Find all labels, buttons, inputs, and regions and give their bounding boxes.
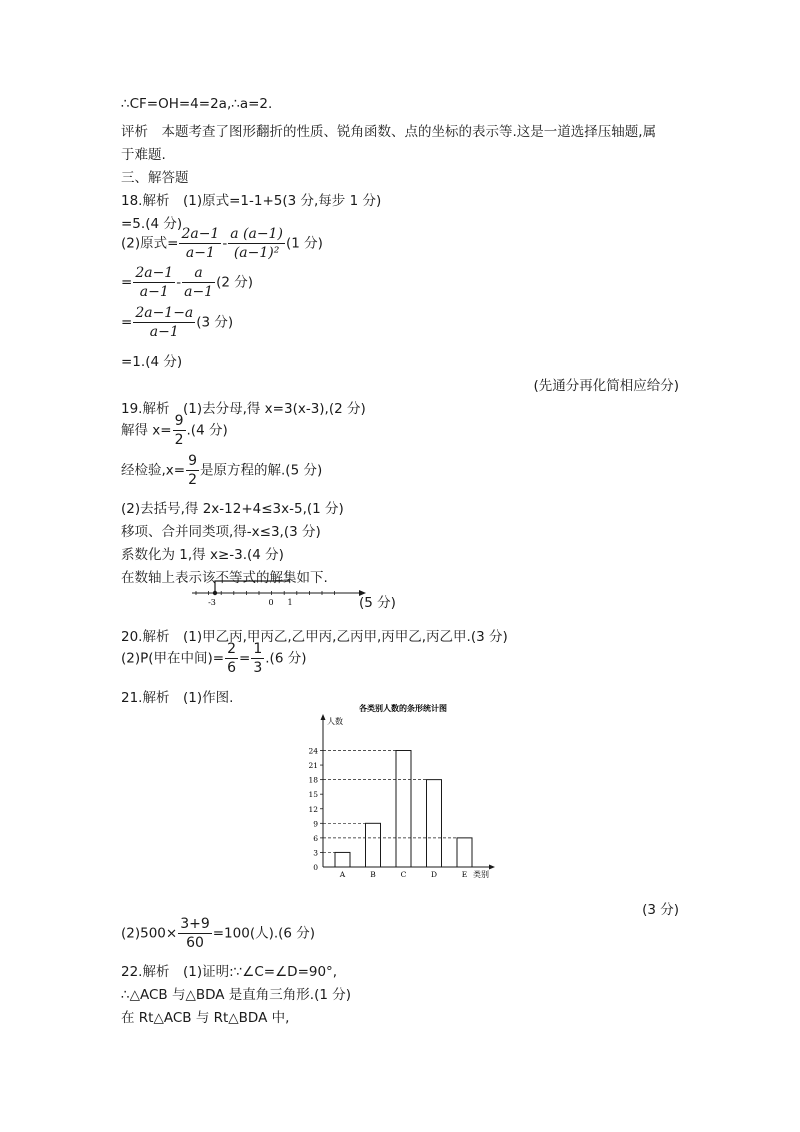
fraction: [173, 412, 186, 449]
text-line: ∴△ACB 与△BDA 是直角三角形.(1 分): [121, 987, 351, 1003]
equation-line: [121, 264, 253, 301]
denominator: a−1: [184, 284, 214, 300]
denominator: 60: [186, 935, 204, 951]
section-heading: 三、解答题: [121, 170, 189, 186]
text: =: [121, 274, 133, 291]
numerator: 2: [227, 641, 237, 657]
text-line: 21.解析 (1)作图.: [121, 690, 234, 706]
number-line-label: 1: [287, 598, 293, 607]
numerator: a (a−1): [230, 226, 283, 242]
y-tick-label: 0: [313, 863, 318, 872]
text-line: 于难题.: [121, 147, 166, 163]
x-tick-label: A: [339, 870, 346, 879]
bar-chart: [303, 700, 503, 880]
bar: [366, 823, 381, 867]
fraction: [251, 640, 264, 677]
text: (2)原式=: [121, 235, 179, 252]
bar: [335, 852, 350, 867]
text-line: 在 Rt△ACB 与 Rt△BDA 中,: [121, 1010, 290, 1026]
text: 经检验,x=: [121, 462, 186, 479]
solid-endpoint: [213, 591, 217, 595]
equation-line: [121, 640, 306, 677]
text: (2)P(甲在中间)=: [121, 650, 225, 667]
text: 解得 x=: [121, 422, 172, 439]
text-line: 评析 本题考查了图形翻折的性质、锐角函数、点的坐标的表示等.这是一道选择压轴题,属: [121, 124, 657, 140]
score-note: (3 分): [642, 902, 679, 918]
y-tick-label: 3: [313, 848, 318, 858]
bar: [396, 751, 411, 868]
numerator: 2a−1: [135, 265, 174, 281]
numerator: 9: [188, 453, 198, 469]
y-tick-label: 24: [308, 746, 318, 756]
text-line: 19.解析 (1)去分母,得 x=3(x-3),(2 分): [121, 401, 366, 417]
fraction: [178, 915, 212, 952]
numerator: 3+9: [180, 916, 210, 932]
denominator: a−1: [185, 245, 215, 261]
bar: [457, 838, 472, 867]
number-line-figure: [190, 578, 370, 608]
y-tick-label: 18: [308, 775, 318, 785]
fraction: [133, 264, 175, 301]
y-tick-label: 21: [308, 761, 318, 771]
fraction: [186, 452, 199, 489]
equation-line: [121, 915, 315, 952]
text-line: (2)去括号,得 2x-12+4≤3x-5,(1 分): [121, 501, 344, 517]
text: -: [222, 235, 228, 252]
fraction: [133, 304, 195, 341]
text: .(4 分): [186, 422, 228, 439]
y-tick-label: 12: [308, 804, 318, 814]
text-line: 移项、合并同类项,得-x≤3,(3 分): [121, 524, 321, 540]
text-line: =5.(4 分): [121, 216, 183, 232]
text: (2 分): [216, 274, 253, 291]
x-tick-label: B: [370, 870, 376, 879]
numerator: 9: [174, 413, 184, 429]
text: -: [176, 274, 182, 291]
denominator: 2: [174, 432, 184, 448]
fraction: [225, 640, 238, 677]
numerator: 2a−1: [181, 226, 220, 242]
text: 是原方程的解.(5 分): [200, 462, 323, 479]
y-axis-label: 人数: [327, 717, 343, 726]
chart-title: 各类别人数的条形统计图: [359, 703, 447, 713]
denominator: 6: [227, 660, 237, 676]
numerator: a: [182, 264, 215, 283]
text: (3 分): [196, 314, 234, 331]
text-line: 18.解析 (1)原式=1-1+5(3 分,每步 1 分): [121, 193, 382, 209]
equation-line: [121, 412, 228, 449]
x-axis-label: 类别: [473, 870, 489, 879]
text: .(6 分): [265, 650, 307, 667]
number-line-label: -3: [208, 598, 216, 607]
y-tick-label: 15: [308, 790, 318, 800]
numerator: 1: [253, 641, 263, 657]
y-tick-label: 6: [313, 833, 318, 843]
x-axis-arrow: [489, 865, 495, 870]
x-tick-label: C: [400, 870, 407, 879]
fraction: [179, 225, 221, 262]
denominator: 2: [188, 472, 198, 488]
fraction: [182, 264, 215, 301]
numerator: 2a−1−a: [135, 305, 194, 321]
text: =100(人).(6 分): [212, 925, 316, 942]
text-line: 20.解析 (1)甲乙丙,甲丙乙,乙甲丙,乙丙甲,丙甲乙,丙乙甲.(3 分): [121, 629, 508, 645]
denominator: (a−1)²: [233, 245, 280, 261]
equation-line: [121, 225, 323, 262]
scoring-note: (先通分再化简相应给分): [533, 378, 679, 394]
text-line: 在数轴上表示该不等式的解集如下.: [121, 570, 328, 586]
y-axis-arrow: [321, 714, 326, 720]
x-tick-label: D: [430, 870, 438, 879]
text: (2)500×: [121, 925, 178, 942]
bar: [427, 780, 442, 867]
score-note: (5 分): [359, 595, 396, 611]
fraction: [228, 225, 285, 262]
text-line: 系数化为 1,得 x≥-3.(4 分): [121, 547, 284, 563]
x-tick-label: E: [461, 870, 468, 879]
text: =: [239, 650, 251, 667]
text: (1 分): [285, 235, 323, 252]
number-line-label: 0: [268, 598, 274, 607]
equation-line: [121, 452, 322, 489]
text: =: [121, 314, 133, 331]
denominator: 3: [253, 660, 263, 676]
denominator: a−1: [139, 284, 169, 300]
text-line: =1.(4 分): [121, 354, 183, 370]
y-tick-label: 9: [313, 819, 318, 829]
solution-set-bracket: [215, 581, 290, 593]
denominator: a−1: [149, 324, 179, 340]
text-line: ∴CF=OH=4=2a,∴a=2.: [121, 96, 273, 112]
text-line: 22.解析 (1)证明:∵∠C=∠D=90°,: [121, 964, 338, 980]
equation-line: [121, 304, 233, 341]
